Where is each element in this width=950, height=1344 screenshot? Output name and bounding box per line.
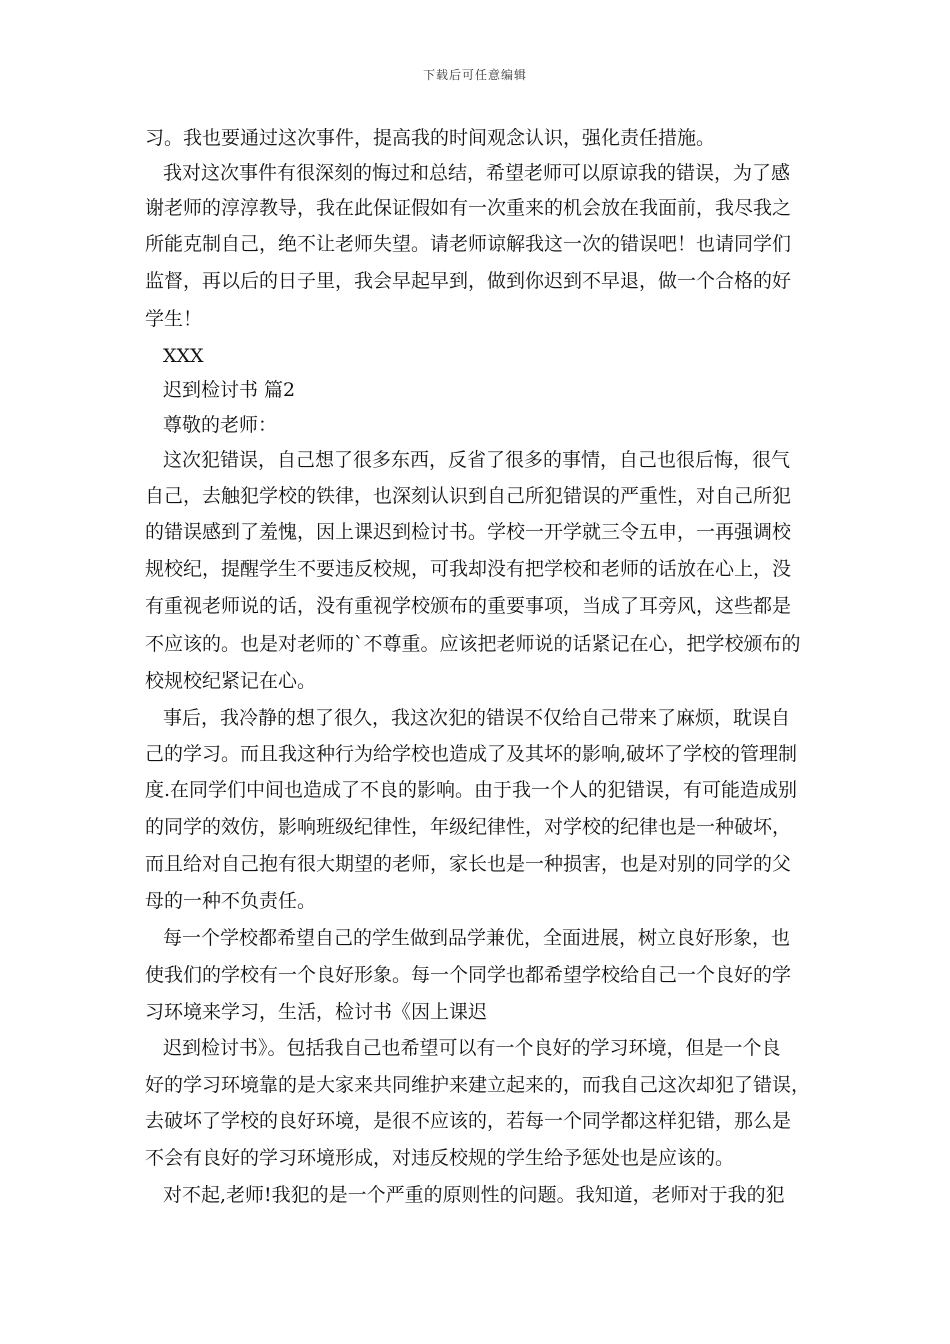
body-line: 的同学的效仿，影响班级纪律性，年级纪律性，对学校的纪律也是一种破坏， [145, 816, 792, 838]
body-line: 不应该的。也是对老师的`不尊重。应该把老师说的话紧记在心，把学校颁布的 [145, 633, 801, 655]
signature: XXX [163, 345, 204, 367]
body-line: 有重视老师说的话，没有重视学校颁布的重要事项，当成了耳旁风，这些都是 [145, 595, 792, 617]
body-line: 事后，我冷静的想了很久，我这次犯的错误不仅给自己带来了麻烦，耽误自 [163, 707, 791, 729]
body-line: 母的一种不负责任。 [145, 890, 317, 912]
body-line: 这次犯错误，自己想了很多东西，反省了很多的事情，自己也很后悔，很气 [163, 449, 791, 471]
body-line: 不会有良好的学习环境形成，对违反校规的学生给予惩处也是应该的。 [145, 1147, 735, 1169]
body-line: 我对这次事件有很深刻的悔过和总结，希望老师可以原谅我的错误，为了感 [163, 162, 791, 184]
body-line: 而且给对自己抱有很大期望的老师，家长也是一种损害，也是对别的同学的父 [145, 853, 792, 875]
body-line: 习环境来学习，生活，检讨书《因上课迟 [145, 1001, 488, 1023]
body-line: 谢老师的淳淳教导，我在此保证假如有一次重来的机会放在我面前，我尽我之 [145, 197, 792, 219]
body-line: 校规校纪紧记在心。 [145, 670, 317, 692]
body-line: 习。我也要通过这次事件，提高我的时间观念认识，强化责任措施。 [145, 127, 716, 149]
body-line: 去破坏了学校的良好环境，是很不应该的，若每一个同学都这样犯错，那么是 [145, 1110, 792, 1132]
body-line: 对不起,老师!我犯的是一个严重的原则性的问题。我知道，老师对于我的犯 [163, 1184, 785, 1206]
body-line: 的错误感到了羞愧，因上课迟到检讨书。学校一开学就三令五申，一再强调校 [145, 521, 792, 543]
body-line: 迟到检讨书》。包括我自己也希望可以有一个良好的学习环境，但是一个良 [163, 1037, 781, 1059]
body-line: 使我们的学校有一个良好形象。每一个同学也都希望学校给自己一个良好的学 [145, 964, 792, 986]
body-line: 每一个学校都希望自己的学生做到品学兼优，全面进展，树立良好形象，也 [163, 927, 791, 949]
salutation: 尊敬的老师： [163, 414, 278, 436]
body-line: 所能克制自己，绝不让老师失望。请老师谅解我这一次的错误吧！也请同学们 [145, 233, 792, 255]
section-title: 迟到检讨书 篇2 [163, 379, 296, 401]
body-line: 监督，再以后的日子里，我会早起早到，做到你迟到不早退，做一个合格的好 [145, 270, 792, 292]
body-line: 好的学习环境靠的是大家来共同维护来建立起来的，而我自己这次却犯了错误， [145, 1074, 811, 1096]
body-line: 学生！ [145, 308, 203, 330]
body-line: 己的学习。而且我这种行为给学校也造成了及其坏的影响,破坏了学校的管理制 [145, 743, 798, 765]
body-line: 规校纪，提醒学生不要违反校规，可我却没有把学校和老师的话放在心上，没 [145, 558, 792, 580]
body-line: 度.在同学们中间也造成了不良的影响。由于我一个人的犯错误，有可能造成别 [145, 779, 798, 801]
page-header: 下载后可任意编辑 [422, 68, 527, 82]
body-line: 自己，去触犯学校的铁律，也深刻认识到自己所犯错误的严重性，对自己所犯 [145, 485, 792, 507]
